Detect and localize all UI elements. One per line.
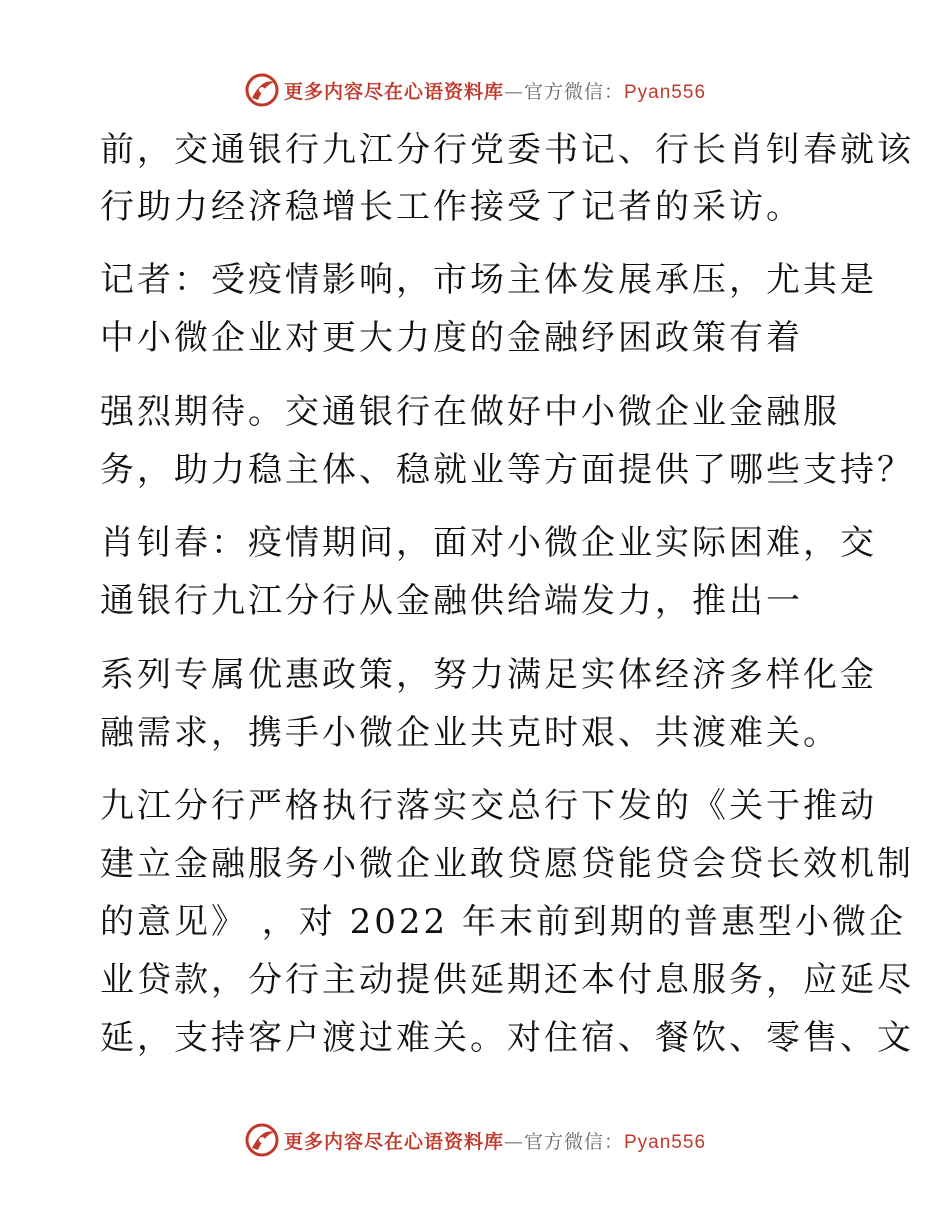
- text-line: 强烈期待。交通银行在做好中小微企业金融服: [100, 392, 840, 432]
- watermark-dash: —: [503, 1130, 524, 1153]
- watermark-dash: —: [503, 80, 524, 103]
- watermark-id: Pyan556: [624, 1131, 707, 1153]
- text-line: 融需求，携手小微企业共克时艰、共渡难关。: [100, 713, 840, 753]
- watermark-label: 官方微信：: [523, 80, 624, 103]
- text-line: 行助力经济稳增长工作接受了记者的采访。: [100, 187, 803, 227]
- text-line: 前，交通银行九江分行党委书记、行长肖钊春就该: [100, 130, 914, 170]
- logo-icon: [244, 1122, 280, 1158]
- text-line: 业贷款，分行主动提供延期还本付息服务，应延尽: [100, 960, 914, 1000]
- header-watermark: [0, 70, 950, 110]
- text-line: 肖钊春：疫情期间，面对小微企业实际困难，交: [100, 523, 877, 563]
- text-line: 系列专属优惠政策，努力满足实体经济多样化金: [100, 655, 877, 695]
- watermark-text: 更多内容尽在心语资料库: [283, 80, 504, 103]
- text-line: 记者：受疫情影响，市场主体发展承压，尤其是: [100, 260, 877, 300]
- footer-watermark: [0, 1120, 950, 1160]
- watermark-label: 官方微信：: [523, 1130, 624, 1153]
- text-line: 的意见》 ，对 2022 年末前到期的普惠型小微企: [100, 902, 906, 942]
- watermark-id: Pyan556: [624, 81, 707, 103]
- watermark-text: 更多内容尽在心语资料库: [283, 1130, 504, 1153]
- text-line: 中小微企业对更大力度的金融纾困政策有着: [100, 318, 803, 358]
- text-line: 建立金融服务小微企业敢贷愿贷能贷会贷长效机制: [100, 844, 914, 884]
- text-line: 延，支持客户渡过难关。对住宿、餐饮、零售、文: [100, 1018, 914, 1058]
- logo-icon: [244, 72, 280, 108]
- text-line: 务，助力稳主体、稳就业等方面提供了哪些支持？: [100, 450, 914, 490]
- text-line: 九江分行严格执行落实交总行下发的《关于推动: [100, 786, 877, 826]
- text-line: 通银行九江分行从金融供给端发力，推出一: [100, 581, 803, 621]
